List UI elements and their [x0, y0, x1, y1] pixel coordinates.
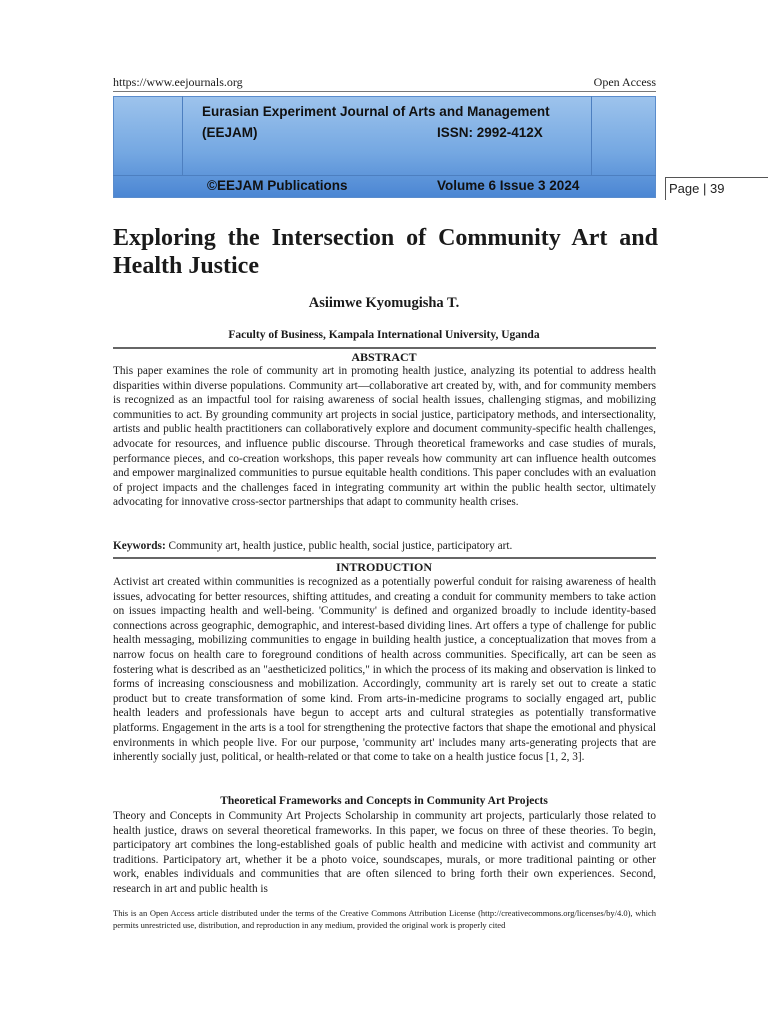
- author-affiliation: Faculty of Business, Kampala International University, Uganda: [228, 329, 540, 341]
- keywords-line: [113, 539, 656, 554]
- article-title: Exploring the Intersection of Community Art and Health Justice: [113, 225, 658, 279]
- open-access-label: Open Access: [593, 75, 656, 89]
- journal-abbreviation: (EEJAM): [202, 125, 258, 140]
- article-author: Asiimwe Kyomugisha T.: [308, 295, 460, 311]
- intro-top-rule: [113, 557, 656, 559]
- banner-divider-right: [591, 96, 592, 176]
- keywords-label: Keywords:: [113, 540, 166, 552]
- introduction-heading: INTRODUCTION: [335, 560, 432, 574]
- banner-divider-left: [182, 96, 183, 176]
- theory-heading: Theoretical Frameworks and Concepts in Community Art Projects: [220, 795, 548, 807]
- page-number: Page | 39: [669, 181, 725, 196]
- theory-text: Theory and Concepts in Community Art Projects Scholarship in community art projects, particularly those related to health justice, draws on several theoretical frameworks. In this paper, we focus on three of these theories. To begin, participatory art combines the long-established goals of public health and medicine with activist and community art traditions. Participatory art, whether it be a photo voice, soundscapes, murals, or more traditional painting or other work, enables individuals and communities that are often silenced to bring forth their own experiences. Second, research in art and public health is: [113, 810, 656, 895]
- journal-url[interactable]: https://www.eejournals.org: [113, 75, 243, 89]
- abstract-text: This paper examines the role of community art in promoting health justice, analyzing its potential to address health disparities within diverse populations. Community art—collaborative art created by, with, and for community members is recognized as an impactful tool for raising awareness of social health issues, challenging stigmas, and mobilizing communities to act. By grounding community art projects in social justice, participatory methods, and intersectionality, artists and public health practitioners can collaboratively explore and document community-specific health challenges, advocate for resources, and influence public discourse. Through theoretical frameworks and case studies of murals, performance pieces, and co-creation workshops, this paper reveals how community art can influence health outcomes and empower marginalized communities to pursue equitable health conditions. This paper concludes with an evaluation of project impacts and the challenges faced in integrating community art within the public health sector, ultimately advocating for innovative cross-sector partnerships that adapt to community health crises.: [113, 365, 656, 509]
- volume-issue: Volume 6 Issue 3 2024: [437, 178, 580, 193]
- abstract-heading: ABSTRACT: [351, 350, 417, 364]
- license-footnote: This is an Open Access article distributed under the terms of the Creative Commons Attribution License (http://creativecommons.org/licenses/by/4.0), which permits unrestricted use, distribution, and reproduction in any medium, provided the original work is properly cited: [113, 908, 656, 930]
- header-divider: [113, 91, 656, 92]
- journal-publisher: ©EEJAM Publications: [207, 178, 348, 193]
- journal-title: Eurasian Experiment Journal of Arts and Management: [202, 104, 550, 119]
- banner-divider-bottom: [113, 175, 656, 176]
- journal-issn: ISSN: 2992-412X: [437, 125, 543, 140]
- keywords-text: Community art, health justice, public health, social justice, participatory art.: [165, 540, 513, 552]
- introduction-text: Activist art created within communities is recognized as a potentially powerful conduit for raising awareness of health issues, advocating for better resources, shifting attitudes, and creating a conduit for community members to take action on issues impacting health and well-being. 'Community' is defined and organized broadly to include identity-based connections across geographic, demographic, and interest-based dividing lines. Art offers a type of challenge for public health messaging, mobilizing communities to engage in building health justice, a conceptualization that moves from a narrow focus on health care to foreground conditions of health across communities. Specifically, art can be seen as fostering what is described as an "aestheticized politics," in which the process of its making and observation is linked to forms of increasing consciousness and mobilization. Accordingly, community art is rarely set out to create a static product but to create transformation of some kind. From arts-in-medicine programs to socially engaged art, public health leaders and professionals have begun to accept arts and cultural strategies as potentially transformative platforms. Engagement in the arts is a tool for strengthening the protective factors that shape the emotional and physical environments in which people live. For our purpose, 'community art' includes many arts-generating projects that are inherently socially just, political, or health-related or that come to take on a health justice focus [1, 2, 3].: [113, 576, 656, 764]
- abstract-top-rule: [113, 347, 656, 349]
